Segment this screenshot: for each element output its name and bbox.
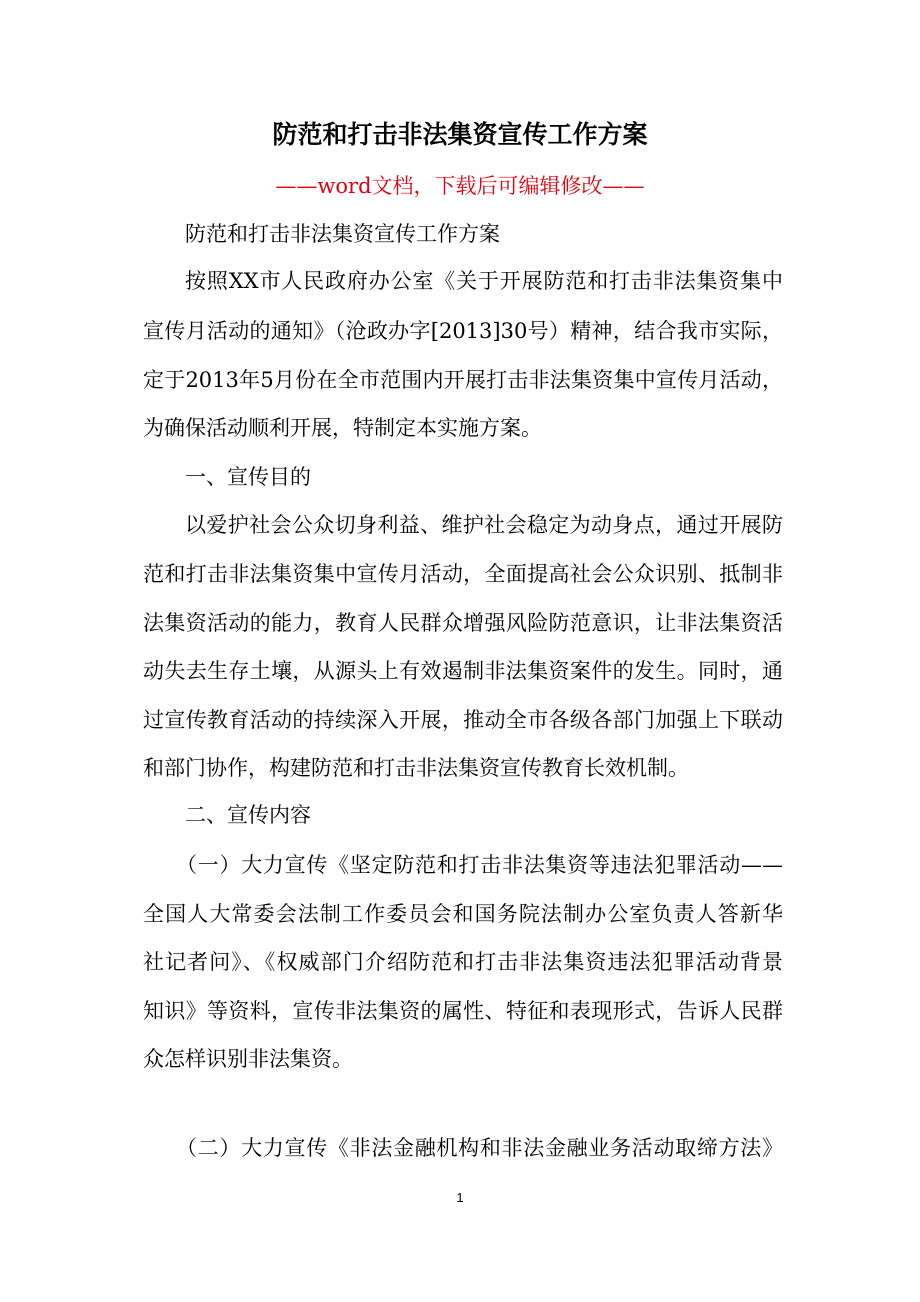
body-line: 全国人大常委会法制工作委员会和国务院法制办公室负责人答新华: [143, 902, 783, 926]
body-line: 过宣传教育活动的持续深入开展，推动全市各级各部门加强上下联动: [143, 708, 783, 732]
body-line: 按照XX市人民政府办公室《关于开展防范和打击非法集资集中: [185, 269, 783, 293]
body-line: 众怎样识别非法集资。: [143, 1047, 353, 1071]
body-line: 以爱护社会公众切身利益、维护社会稳定为动身点，通过开展防: [185, 513, 783, 537]
body-line: （二）大力宣传《非法金融机构和非法金融业务活动取缔方法》: [176, 1136, 783, 1160]
section-heading: 二、宣传内容: [185, 803, 311, 827]
body-line: 动失去生存土壤，从源头上有效遏制非法集资案件的发生。同时，通: [143, 659, 783, 683]
body-line: 和部门协作，构建防范和打击非法集资宣传教育长效机制。: [143, 756, 689, 780]
body-line: 范和打击非法集资集中宣传月活动，全面提高社会公众识别、抵制非: [143, 562, 783, 586]
body-line: 定于2013年5月份在全市范围内开展打击非法集资集中宣传月活动，: [143, 368, 783, 392]
body-line: 法集资活动的能力，教育人民群众增强风险防范意识，让非法集资活: [143, 611, 783, 635]
body-line: （一）大力宣传《坚定防范和打击非法集资等违法犯罪活动——: [176, 853, 783, 877]
body-line: 防范和打击非法集资宣传工作方案: [185, 222, 500, 246]
body-line: 知识》等资料，宣传非法集资的属性、特征和表现形式，告诉人民群: [143, 999, 783, 1023]
document-title: 防范和打击非法集资宣传工作方案: [272, 120, 648, 149]
body-line: 为确保活动顺利开展，特制定本实施方案。: [143, 416, 542, 440]
body-line: 社记者问》、《权威部门介绍防范和打击非法集资违法犯罪活动背景: [143, 950, 783, 974]
body-line: 宣传月活动的通知》（沧政办字[2013]30号）精神，结合我市实际，: [143, 319, 783, 343]
section-heading: 一、宣传目的: [185, 465, 311, 489]
document-subtitle: ——word文档，下载后可编辑修改——: [275, 174, 645, 198]
page-number: 1: [456, 1190, 464, 1205]
